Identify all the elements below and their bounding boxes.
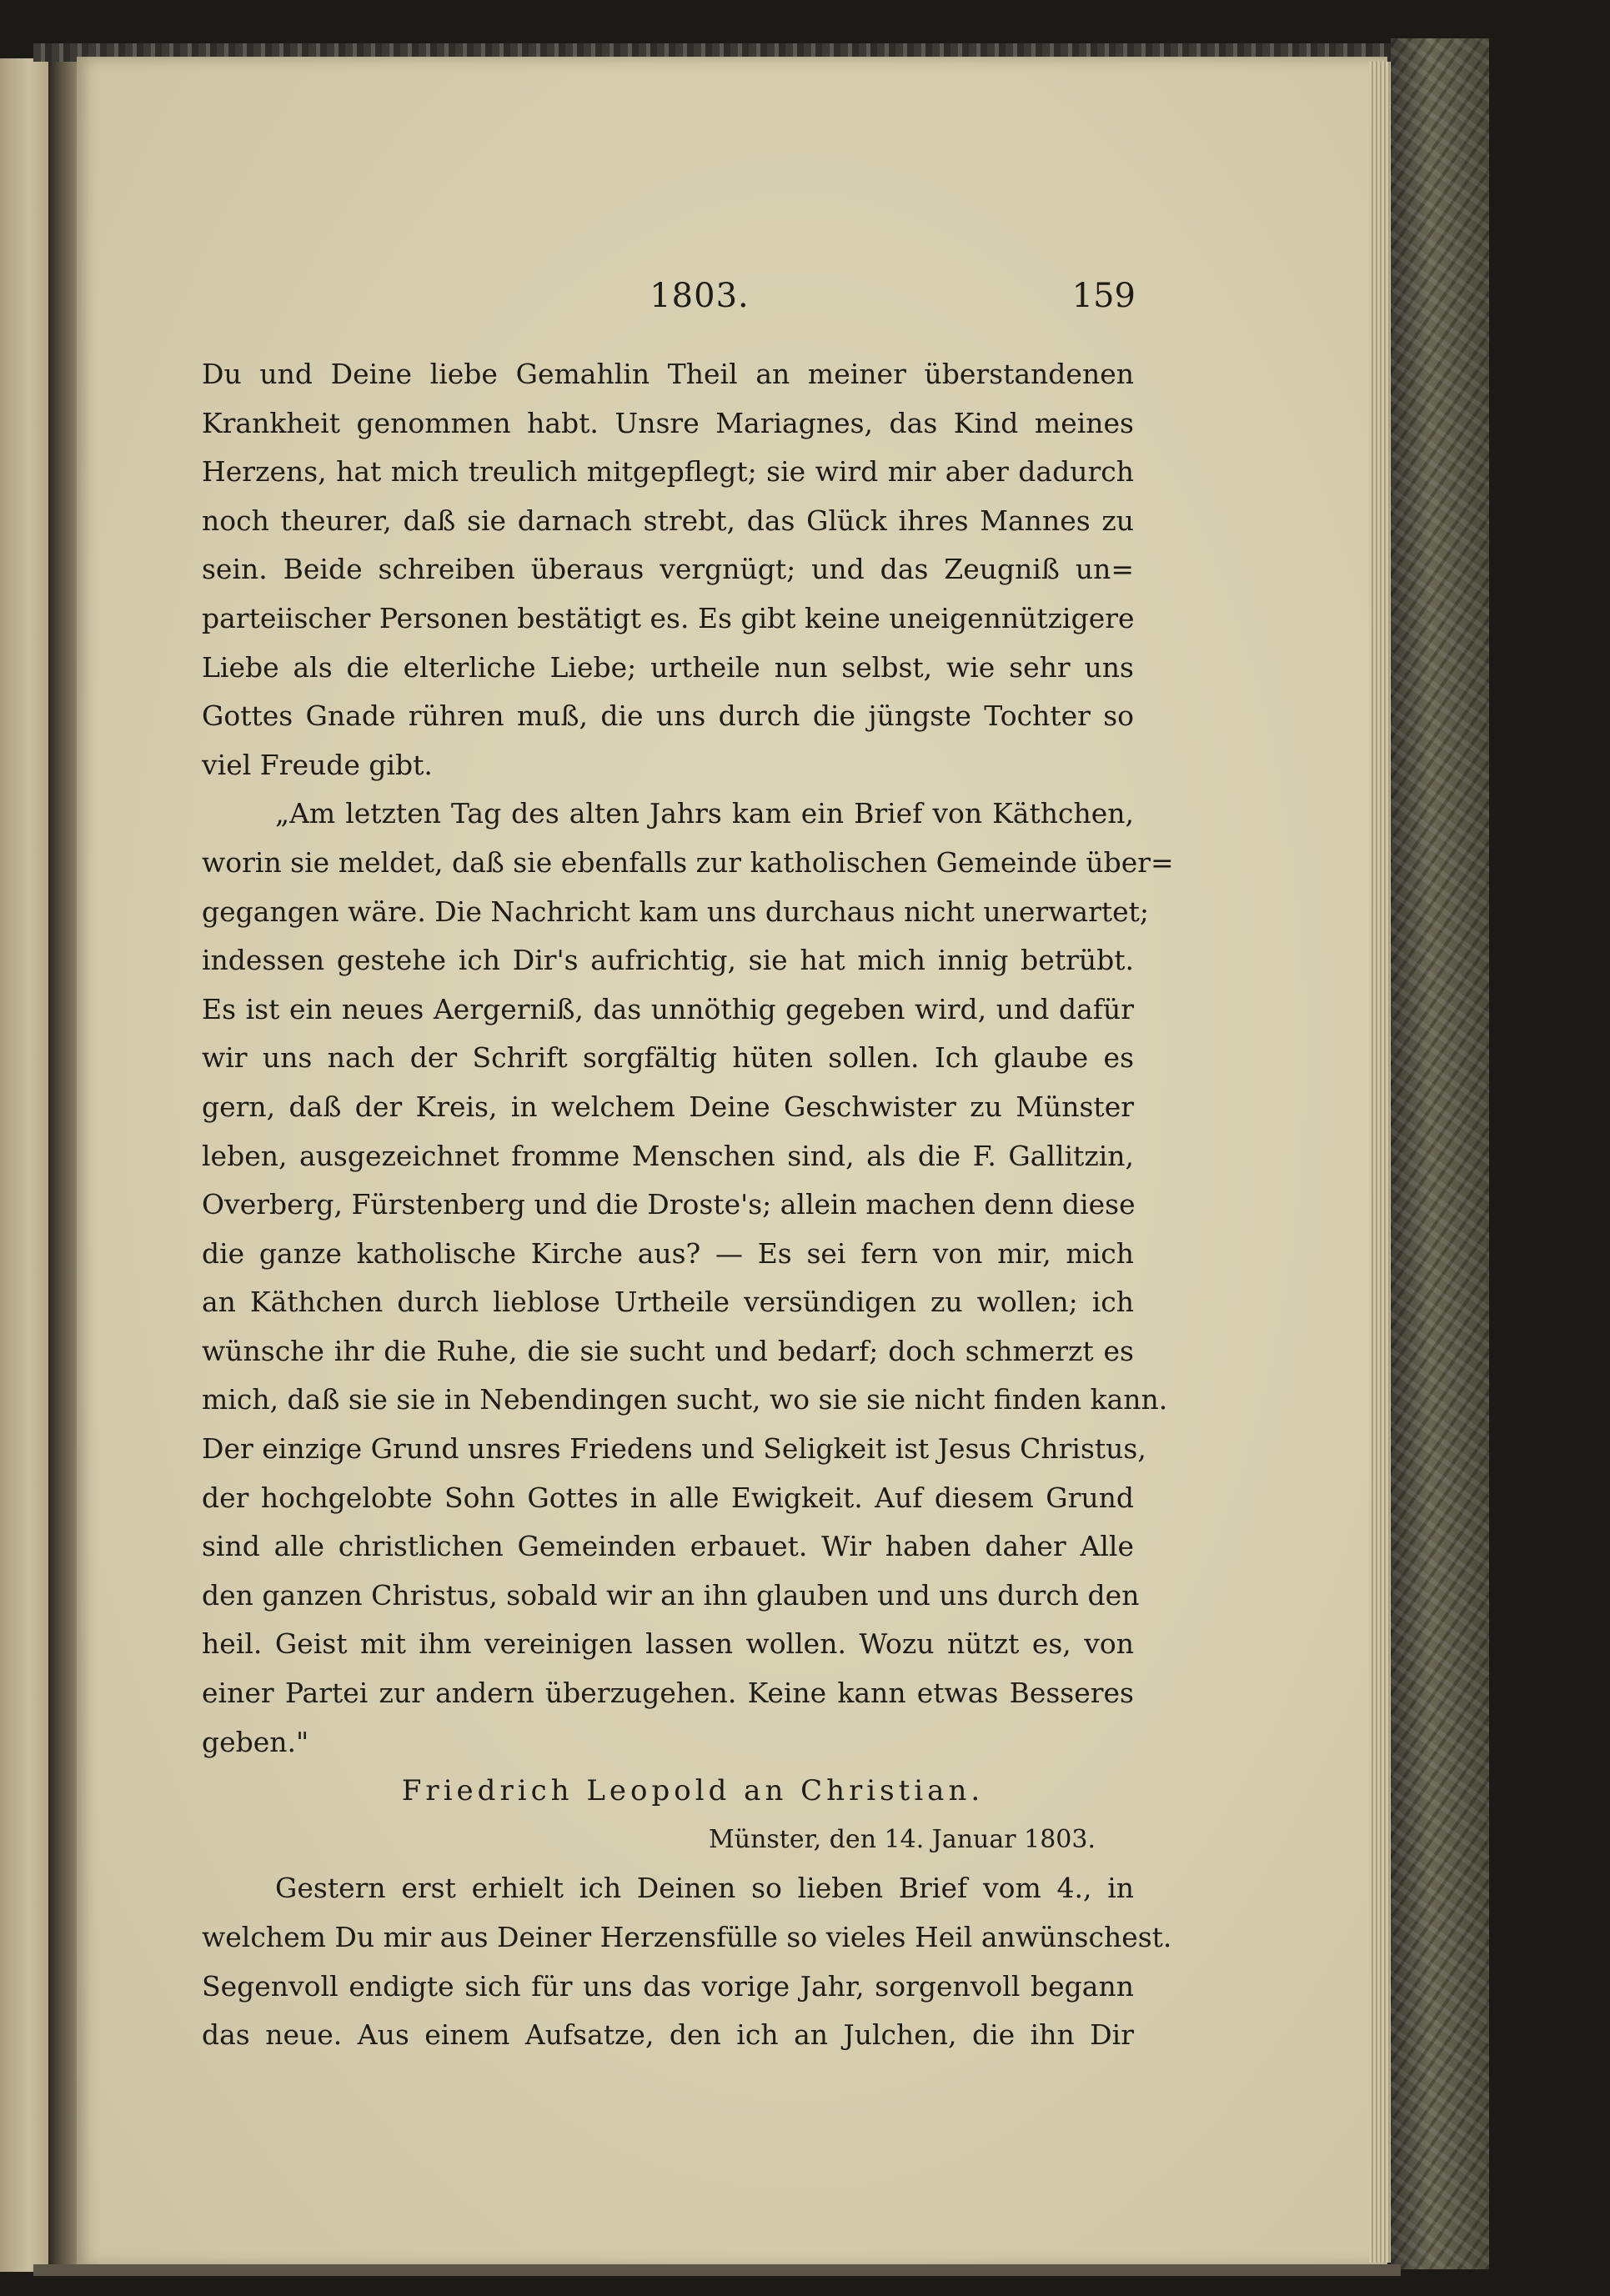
page-number: 159 [1071, 277, 1136, 315]
text-line: Krankheit genommen habt. Unsre Mariagnes, das Kind meines [202, 406, 1134, 439]
book-gutter [48, 50, 78, 2276]
text-line: Der einzige Grund unsres Friedens und Seligkeit ist Jesus Christus, [202, 1432, 1146, 1466]
text-line: noch theurer, daß sie darnach strebt, das Glück ihres Mannes zu [202, 504, 1134, 537]
page-body-text [202, 350, 1174, 2060]
text-line: sein. Beide schreiben überaus vergnügt; und das Zeugniß un= [202, 553, 1134, 586]
text-line: Es ist ein neues Aergerniß, das unnöthig gegeben wird, und dafür [202, 992, 1134, 1025]
facing-page-edge [0, 58, 48, 2272]
text-line: viel Freude gibt. [202, 748, 433, 781]
text-line: indessen gestehe ich Dir's aufrichtig, sie hat mich innig betrübt. [202, 944, 1134, 977]
running-head-year: 1803. [650, 277, 750, 315]
text-line: Gestern erst erhielt ich Deinen so lieben Brief vom 4., in [275, 1872, 1134, 1905]
text-line: Liebe als die elterliche Liebe; urtheile nun selbst, wie sehr uns [202, 650, 1134, 684]
letter-heading: Friedrich Leopold an Christian. [401, 1774, 985, 1808]
text-line: sind alle christlichen Gemeinden erbauet. Wir haben daher Alle [202, 1530, 1134, 1563]
text-line: geben." [202, 1725, 309, 1758]
letter-dateline: Münster, den 14. Januar 1803. [709, 1824, 1096, 1854]
text-line: wir uns nach der Schrift sorgfältig hüten sollen. Ich glaube es [202, 1041, 1134, 1075]
bottom-binding-edge [33, 2264, 1401, 2276]
text-line: leben, ausgezeichnet fromme Menschen sind, als die F. Gallitzin, [202, 1139, 1134, 1172]
marbled-cover [1391, 38, 1489, 2269]
text-line: an Käthchen durch lieblose Urtheile versündigen zu wollen; ich [202, 1286, 1134, 1319]
running-head [202, 277, 1134, 327]
text-line: gegangen wäre. Die Nachricht kam uns durchaus nicht unerwartet; [202, 895, 1150, 928]
text-line: welchem Du mir aus Deiner Herzensfülle so vieles Heil anwünschest. [202, 1921, 1172, 1953]
text-line: heil. Geist mit ihm vereinigen lassen wollen. Wozu nützt es, von [202, 1627, 1134, 1661]
text-line: das neue. Aus einem Aufsatze, den ich an Julchen, die ihn Dir [202, 2018, 1134, 2052]
text-line: worin sie meldet, daß sie ebenfalls zur katholischen Gemeinde über= [202, 845, 1174, 879]
text-line: Herzens, hat mich treulich mitgepflegt; sie wird mir aber dadurch [202, 455, 1134, 489]
text-line: der hochgelobte Sohn Gottes in alle Ewigkeit. Auf diesem Grund [202, 1481, 1134, 1514]
text-line: gern, daß der Kreis, in welchem Deine Geschwister zu Münster [202, 1090, 1134, 1123]
text-line: parteiischer Personen bestätigt es. Es gibt keine uneigennützigere [202, 601, 1135, 634]
text-line: den ganzen Christus, sobald wir an ihn glauben und uns durch den [202, 1578, 1140, 1612]
text-line: Du und Deine liebe Gemahlin Theil an meiner überstandenen [202, 358, 1134, 390]
text-line: einer Partei zur andern überzugehen. Keine kann etwas Besseres [202, 1677, 1134, 1710]
page-edges [1369, 62, 1391, 2263]
text-line: „Am letzten Tag des alten Jahrs kam ein Brief von Käthchen, [275, 797, 1134, 830]
text-line: Gottes Gnade rühren muß, die uns durch die jüngste Tochter so [202, 699, 1134, 733]
text-line: Overberg, Fürstenberg und die Droste's; allein machen denn diese [202, 1188, 1136, 1221]
text-line: wünsche ihr die Ruhe, die sie sucht und bedarf; doch schmerzt es [202, 1334, 1134, 1367]
text-line: Segenvoll endigte sich für uns das vorige Jahr, sorgenvoll begann [202, 1969, 1134, 2003]
text-line: mich, daß sie sie in Nebendingen sucht, wo sie sie nicht finden kann. [202, 1383, 1168, 1416]
text-line: die ganze katholische Kirche aus? — Es sei fern von mir, mich [202, 1236, 1134, 1270]
